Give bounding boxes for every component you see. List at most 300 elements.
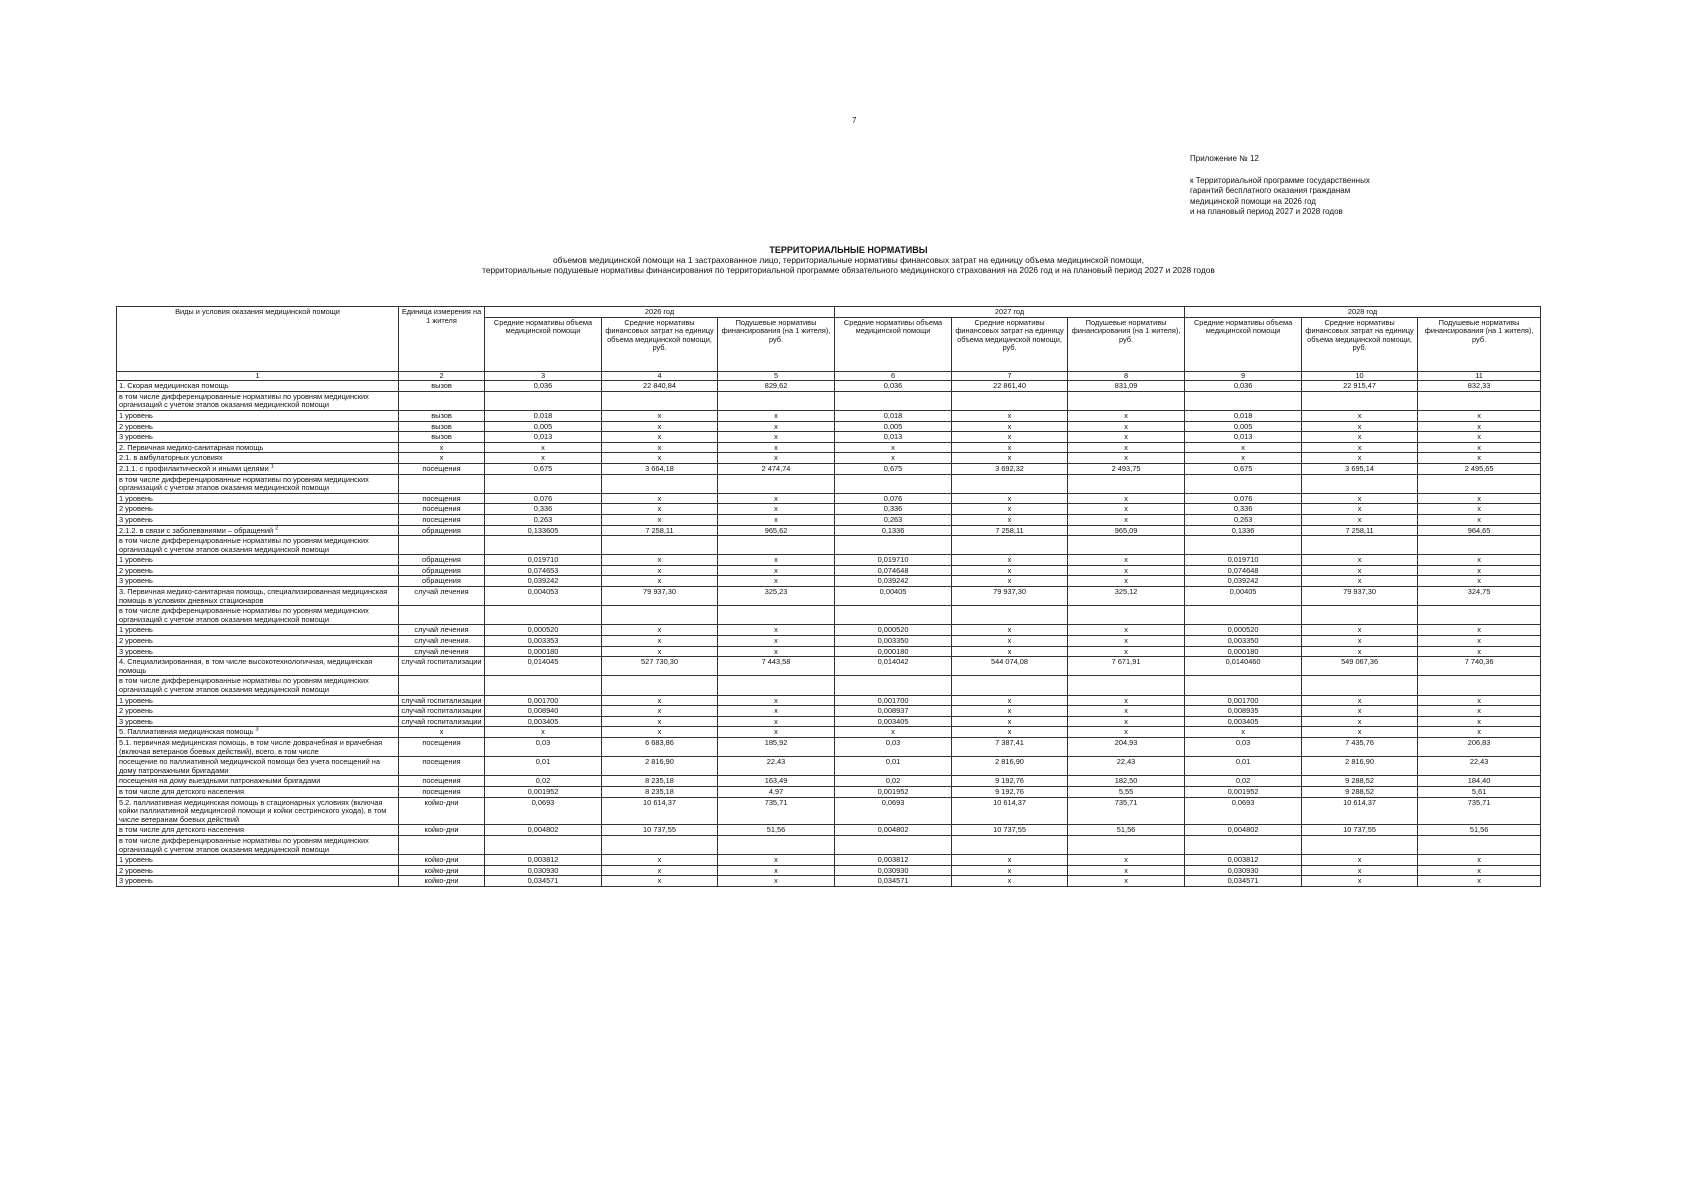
value-cell [1068, 676, 1185, 695]
table-row [117, 657, 1541, 676]
row-label: 3 уровень [119, 576, 153, 586]
unit-cell: случай госпитализации [399, 706, 485, 717]
header-year: 2026 год [485, 307, 835, 318]
row-label-cell [117, 504, 399, 515]
unit-cell: x [399, 453, 485, 464]
value-cell: x [952, 625, 1068, 636]
value-cell: 0,004802 [835, 825, 952, 836]
value-cell [952, 606, 1068, 625]
value-cell: x [1302, 706, 1418, 717]
unit-cell: вызов [399, 381, 485, 392]
unit-cell: случай госпитализации [399, 695, 485, 706]
row-label: посещения на дому выездными патронажными бригадами [119, 776, 321, 786]
row-label-cell [117, 797, 399, 825]
value-cell: x [602, 421, 718, 432]
value-cell [718, 391, 835, 410]
value-cell: x [1068, 432, 1185, 443]
value-cell: x [718, 727, 835, 738]
header-volume: Средние нормативы объема медицинской помощи [485, 317, 602, 371]
table-row [117, 706, 1541, 717]
value-cell: x [1068, 706, 1185, 717]
value-cell [485, 536, 602, 555]
row-label-cell [117, 463, 399, 474]
value-cell: x [1068, 493, 1185, 504]
value-cell: x [1302, 865, 1418, 876]
row-label: 2 уровень [119, 865, 153, 875]
value-cell: x [1302, 625, 1418, 636]
value-cell: 0,076 [1185, 493, 1302, 504]
row-label-cell [117, 855, 399, 866]
table-row [117, 555, 1541, 566]
value-cell: x [1418, 727, 1541, 738]
value-cell: x [1068, 695, 1185, 706]
value-cell: 831,09 [1068, 381, 1185, 392]
row-label-cell [117, 876, 399, 887]
row-label-cell [117, 536, 399, 555]
value-cell: x [485, 453, 602, 464]
value-cell: x [602, 442, 718, 453]
value-cell: 0,675 [835, 463, 952, 474]
row-label: 2.1.2. в связи с заболеваниями – обращений [119, 525, 274, 535]
row-label: 1 уровень [119, 855, 153, 865]
row-label-cell [117, 625, 399, 636]
row-label-cell [117, 706, 399, 717]
value-cell: 9 192,76 [952, 776, 1068, 787]
row-label-cell [117, 442, 399, 453]
footnote-mark: 3 [255, 726, 259, 733]
value-cell: x [1418, 421, 1541, 432]
table-row [117, 474, 1541, 493]
table-row [117, 587, 1541, 606]
value-cell: 8 235,18 [602, 776, 718, 787]
value-cell [835, 474, 952, 493]
value-cell: x [952, 565, 1068, 576]
value-cell: 0,013 [835, 432, 952, 443]
unit-cell: случай лечения [399, 636, 485, 647]
value-cell: x [602, 727, 718, 738]
value-cell: x [1418, 625, 1541, 636]
value-cell: 184,40 [1418, 776, 1541, 787]
value-cell: 0,01 [485, 757, 602, 776]
value-cell: x [1068, 876, 1185, 887]
appendix-line: медицинской помощи на 2026 год [1190, 196, 1316, 206]
row-label-cell [117, 565, 399, 576]
value-cell: 10 614,37 [952, 797, 1068, 825]
value-cell [602, 536, 718, 555]
document-title: ТЕРРИТОРИАЛЬНЫЕ НОРМАТИВЫ [769, 245, 928, 255]
value-cell: 0,030930 [835, 865, 952, 876]
value-cell: 0,001952 [485, 786, 602, 797]
row-label: 2.1. в амбулаторных условиях [119, 453, 223, 463]
value-cell: x [602, 716, 718, 727]
value-cell: 965,09 [1068, 525, 1185, 536]
row-label-cell [117, 727, 399, 738]
row-label: 5.2. паллиативная медицинская помощь в стационарных условиях (включая койки паллиативной медицинской помощи и койки сестринского ухода), в том числе ветеранам боевых действий [119, 797, 387, 824]
unit-cell: посещения [399, 463, 485, 474]
column-number: 11 [1418, 371, 1541, 381]
unit-cell [399, 536, 485, 555]
row-label: 1 уровень [119, 493, 153, 503]
value-cell: 185,92 [718, 737, 835, 756]
value-cell [1068, 606, 1185, 625]
value-cell [1302, 676, 1418, 695]
value-cell: 3 664,18 [602, 463, 718, 474]
value-cell: 0,003353 [485, 636, 602, 647]
unit-cell: обращения [399, 565, 485, 576]
value-cell: 7 258,11 [1302, 525, 1418, 536]
table-row [117, 453, 1541, 464]
value-cell: 0,018 [485, 410, 602, 421]
value-cell: 3 695,14 [1302, 463, 1418, 474]
row-label-cell [117, 453, 399, 464]
value-cell: x [602, 646, 718, 657]
value-cell: 0,336 [485, 504, 602, 515]
value-cell: x [1068, 727, 1185, 738]
value-cell: 22 861,40 [952, 381, 1068, 392]
row-label: 3 уровень [119, 876, 153, 886]
value-cell [485, 391, 602, 410]
footnote-mark: 2 [275, 525, 279, 532]
row-label-cell [117, 421, 399, 432]
row-label: в том числе для детского населения [119, 825, 245, 835]
value-cell: x [1302, 432, 1418, 443]
value-cell [718, 606, 835, 625]
value-cell: x [1302, 695, 1418, 706]
value-cell: 0,005 [485, 421, 602, 432]
row-label: 2 уровень [119, 421, 153, 431]
value-cell: 79 937,30 [602, 587, 718, 606]
value-cell: 22,43 [718, 757, 835, 776]
value-cell: 51,56 [718, 825, 835, 836]
appendix-line: и на плановый период 2027 и 2028 годов [1190, 207, 1343, 216]
value-cell [485, 474, 602, 493]
value-cell: 7 740,36 [1418, 657, 1541, 676]
row-label-cell [117, 657, 399, 676]
value-cell: 0,263 [1185, 514, 1302, 525]
unit-cell: посещения [399, 757, 485, 776]
value-cell: 0,036 [1185, 381, 1302, 392]
row-label: 3. Первичная медико-санитарная помощь, специализированная медицинская помощь в условиях дневных стационаров [119, 587, 388, 605]
row-label: 4. Специализированная, в том числе высокотехнологичная, медицинская помощь [119, 657, 373, 675]
value-cell [1302, 606, 1418, 625]
value-cell: x [485, 442, 602, 453]
column-number: 8 [1068, 371, 1185, 381]
row-label: 3 уровень [119, 646, 153, 656]
value-cell: x [1185, 453, 1302, 464]
table-row [117, 865, 1541, 876]
value-cell: x [1068, 565, 1185, 576]
value-cell: x [952, 876, 1068, 887]
value-cell: 10 614,37 [1302, 797, 1418, 825]
unit-cell: вызов [399, 432, 485, 443]
row-label-cell [117, 576, 399, 587]
row-label: 2 уровень [119, 504, 153, 514]
value-cell: 0,133605 [485, 525, 602, 536]
value-cell: 325,23 [718, 587, 835, 606]
row-label: в том числе дифференцированные нормативы по уровням медицинских организаций с учетом этапов оказания медицинской помощи [119, 676, 369, 694]
table-row [117, 463, 1541, 474]
header-year: 2027 год [835, 307, 1185, 318]
value-cell: 206,83 [1418, 737, 1541, 756]
value-cell: 0,003350 [1185, 636, 1302, 647]
value-cell: x [602, 555, 718, 566]
value-cell: x [718, 646, 835, 657]
table-row [117, 716, 1541, 727]
table-body [117, 381, 1541, 887]
row-label-cell [117, 410, 399, 421]
value-cell: 2 474,74 [718, 463, 835, 474]
value-cell: 0,263 [835, 514, 952, 525]
row-label: в том числе дифференцированные нормативы по уровням медицинских организаций с учетом этапов оказания медицинской помощи [119, 474, 369, 493]
table-row [117, 757, 1541, 776]
value-cell: 735,71 [1418, 797, 1541, 825]
value-cell: x [602, 504, 718, 515]
value-cell: x [952, 716, 1068, 727]
row-label: 3 уровень [119, 716, 153, 726]
row-label: 1 уровень [119, 625, 153, 635]
value-cell: x [1068, 646, 1185, 657]
value-cell: 10 737,55 [602, 825, 718, 836]
value-cell: 7 443,58 [718, 657, 835, 676]
value-cell: x [718, 504, 835, 515]
value-cell: x [1068, 865, 1185, 876]
table-row [117, 576, 1541, 587]
value-cell: x [1068, 453, 1185, 464]
table-row [117, 855, 1541, 866]
table-row [117, 695, 1541, 706]
value-cell: 0,001700 [835, 695, 952, 706]
row-label-cell [117, 636, 399, 647]
value-cell: x [602, 493, 718, 504]
value-cell [602, 676, 718, 695]
unit-cell: обращения [399, 576, 485, 587]
table-row [117, 786, 1541, 797]
value-cell: x [952, 646, 1068, 657]
value-cell [485, 606, 602, 625]
value-cell: x [1068, 636, 1185, 647]
column-number: 2 [399, 371, 485, 381]
value-cell: 0,019710 [835, 555, 952, 566]
value-cell: 9 288,52 [1302, 776, 1418, 787]
value-cell: x [718, 432, 835, 443]
column-number: 10 [1302, 371, 1418, 381]
table-row [117, 676, 1541, 695]
value-cell: x [1418, 576, 1541, 587]
row-label: 1. Скорая медицинская помощь [119, 381, 229, 391]
value-cell [1185, 474, 1302, 493]
unit-cell: x [399, 442, 485, 453]
value-cell: x [602, 876, 718, 887]
value-cell: x [952, 514, 1068, 525]
value-cell: 0,003812 [485, 855, 602, 866]
value-cell: 0,003812 [835, 855, 952, 866]
column-number: 5 [718, 371, 835, 381]
value-cell [1068, 536, 1185, 555]
table-row [117, 504, 1541, 515]
value-cell: 0,003405 [1185, 716, 1302, 727]
header-unit: Единица измерения на 1 жителя [399, 307, 485, 372]
row-label: в том числе для детского населения [119, 786, 245, 796]
value-cell: x [952, 636, 1068, 647]
value-cell: 8 235,18 [602, 786, 718, 797]
row-label-cell [117, 865, 399, 876]
value-cell: 0,01 [1185, 757, 1302, 776]
value-cell [1418, 391, 1541, 410]
value-cell: 0,019710 [485, 555, 602, 566]
value-cell: x [1068, 421, 1185, 432]
table-row [117, 432, 1541, 443]
value-cell: 7 258,11 [602, 525, 718, 536]
value-cell: x [602, 855, 718, 866]
value-cell [718, 474, 835, 493]
row-label: в том числе дифференцированные нормативы по уровням медицинских организаций с учетом этапов оказания медицинской помощи [119, 391, 369, 410]
value-cell: x [1418, 410, 1541, 421]
value-cell: 544 074,08 [952, 657, 1068, 676]
unit-cell [399, 474, 485, 493]
value-cell: 0,675 [485, 463, 602, 474]
value-cell: x [718, 514, 835, 525]
value-cell: 0,336 [1185, 504, 1302, 515]
value-cell: 0,02 [835, 776, 952, 787]
value-cell: 549 067,36 [1302, 657, 1418, 676]
value-cell: x [718, 555, 835, 566]
value-cell: x [718, 636, 835, 647]
footnote-mark: 1 [270, 463, 274, 470]
value-cell: x [1418, 565, 1541, 576]
value-cell: 0,003350 [835, 636, 952, 647]
value-cell: x [1418, 432, 1541, 443]
value-cell: 5,61 [1418, 786, 1541, 797]
row-label: в том числе дифференцированные нормативы по уровням медицинских организаций с учетом этапов оказания медицинской помощи [119, 536, 369, 554]
table-row [117, 776, 1541, 787]
unit-cell: койко-дни [399, 865, 485, 876]
value-cell: 0,074648 [835, 565, 952, 576]
value-cell: x [1418, 855, 1541, 866]
row-label-cell [117, 587, 399, 606]
value-cell: 182,50 [1068, 776, 1185, 787]
column-number: 1 [117, 371, 399, 381]
value-cell: 0,001700 [485, 695, 602, 706]
value-cell: x [485, 727, 602, 738]
unit-cell: койко-дни [399, 876, 485, 887]
value-cell [952, 835, 1068, 854]
row-label-cell [117, 474, 399, 493]
value-cell: x [602, 706, 718, 717]
value-cell: x [718, 865, 835, 876]
value-cell: x [1302, 493, 1418, 504]
row-label-cell [117, 776, 399, 787]
value-cell [718, 835, 835, 854]
value-cell [602, 835, 718, 854]
value-cell: x [602, 432, 718, 443]
value-cell [1418, 676, 1541, 695]
row-label: 5. Паллиативная медицинская помощь [119, 727, 254, 737]
row-label-cell [117, 606, 399, 625]
row-label: 2 уровень [119, 565, 153, 575]
value-cell: 0,008937 [835, 706, 952, 717]
document-heading [0, 245, 1697, 275]
document-subtitle-line: территориальные подушевые нормативы финансирования по территориальной программе обязательного медицинского страхования на 2026 год и на плановый период 2027 и 2028 годов [482, 265, 1215, 275]
value-cell: 0,0140460 [1185, 657, 1302, 676]
value-cell: 0,034571 [835, 876, 952, 887]
value-cell: 0,014042 [835, 657, 952, 676]
row-label-cell [117, 737, 399, 756]
value-cell: x [1418, 646, 1541, 657]
value-cell: 79 937,30 [1302, 587, 1418, 606]
unit-cell: посещения [399, 493, 485, 504]
value-cell: x [1302, 876, 1418, 887]
value-cell: x [1302, 514, 1418, 525]
value-cell: 0,1336 [1185, 525, 1302, 536]
value-cell: x [1302, 442, 1418, 453]
table-row [117, 876, 1541, 887]
value-cell: 2 816,90 [1302, 757, 1418, 776]
value-cell: x [602, 625, 718, 636]
value-cell: x [1302, 646, 1418, 657]
row-label: в том числе дифференцированные нормативы по уровням медицинских организаций с учетом этапов оказания медицинской помощи [119, 606, 369, 624]
unit-cell: обращения [399, 525, 485, 536]
value-cell: x [718, 716, 835, 727]
value-cell: 7 387,41 [952, 737, 1068, 756]
value-cell: x [952, 855, 1068, 866]
value-cell [835, 835, 952, 854]
value-cell: x [952, 727, 1068, 738]
value-cell: 324,75 [1418, 587, 1541, 606]
value-cell: x [1302, 565, 1418, 576]
row-label: 1 уровень [119, 555, 153, 565]
value-cell: x [1302, 855, 1418, 866]
row-label-cell [117, 695, 399, 706]
unit-cell: случай лечения [399, 587, 485, 606]
value-cell: x [718, 493, 835, 504]
table-row [117, 835, 1541, 854]
value-cell [952, 536, 1068, 555]
value-cell: 0,013 [1185, 432, 1302, 443]
row-label: 1 уровень [119, 695, 153, 705]
value-cell [835, 606, 952, 625]
value-cell: x [1418, 493, 1541, 504]
unit-cell: посещения [399, 737, 485, 756]
value-cell: 204,93 [1068, 737, 1185, 756]
value-cell: 9 288,52 [1302, 786, 1418, 797]
row-label-cell [117, 514, 399, 525]
value-cell: 964,65 [1418, 525, 1541, 536]
row-label-cell [117, 716, 399, 727]
value-cell [602, 606, 718, 625]
unit-cell: койко-дни [399, 825, 485, 836]
value-cell: x [1418, 514, 1541, 525]
value-cell: 0,000180 [835, 646, 952, 657]
value-cell: 0,00405 [835, 587, 952, 606]
value-cell [1418, 474, 1541, 493]
value-cell: x [1302, 555, 1418, 566]
value-cell: x [952, 865, 1068, 876]
value-cell: 10 737,55 [1302, 825, 1418, 836]
row-label-cell [117, 676, 399, 695]
value-cell [485, 676, 602, 695]
appendix-line: к Территориальной программе государственных [1190, 175, 1370, 185]
table-row [117, 636, 1541, 647]
value-cell: x [1418, 453, 1541, 464]
unit-cell: случай госпитализации [399, 716, 485, 727]
value-cell: 6 683,86 [602, 737, 718, 756]
value-cell: 2 816,90 [952, 757, 1068, 776]
header-cost: Средние нормативы финансовых затрат на единицу объема медицинской помощи, руб. [602, 317, 718, 371]
value-cell [952, 391, 1068, 410]
header-year: 2028 год [1185, 307, 1541, 318]
value-cell: 9 192,76 [952, 786, 1068, 797]
value-cell: x [602, 514, 718, 525]
